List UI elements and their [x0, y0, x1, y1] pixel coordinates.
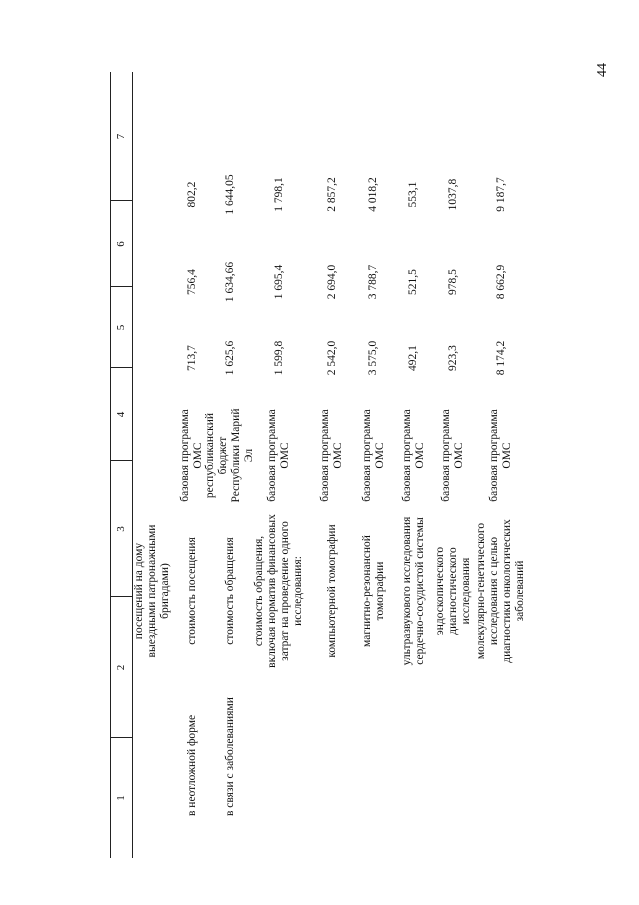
- table-cell-c2: в связи с заболеваниями: [223, 697, 236, 816]
- table-cell-c6: 756,4: [185, 269, 198, 295]
- table-cell-c7: 2 857,2: [325, 177, 338, 212]
- table-cell-c2: [310, 680, 354, 816]
- column-number-3: 3: [114, 526, 127, 532]
- table-cell-c4: базовая программа ОМС: [440, 409, 465, 502]
- table-cell-c2: в неотложной форме: [185, 714, 198, 816]
- table-cell-c3: посещений на дому выездными патронажными бригадами): [132, 524, 171, 658]
- table-cell-c2: [132, 680, 172, 816]
- table-cell-c6: 1 695,4: [272, 264, 285, 300]
- table-cell-c6: 2 694,0: [325, 264, 338, 300]
- table-cell-c7: 1 644,05: [223, 174, 236, 215]
- table-cell-c3: ультразвукового исследования сердечно-сосудистой системы: [400, 516, 426, 666]
- table-cell-c7: 9 187,7: [494, 177, 507, 212]
- table-cell-c7: 1037,8: [446, 178, 459, 211]
- table-cell-c2: [248, 680, 310, 816]
- table-cell-c5: 492,1: [407, 345, 419, 371]
- column-number-1: 1: [114, 795, 127, 801]
- table-cell-c3: стоимость посещения: [185, 537, 198, 645]
- table-cell-c5: 8 174,2: [494, 340, 507, 376]
- column-number-4: 4: [114, 411, 127, 418]
- table-cell-c3: магнитно-резонансной томографии: [360, 535, 386, 647]
- table-cell-c5: 923,3: [446, 345, 459, 371]
- table-cell-c2: [354, 680, 393, 816]
- table-cell-c3: стоимость обращения: [223, 537, 236, 645]
- table-cell-c3: компьютерной томографии: [325, 524, 338, 658]
- table-cell-c3: молекулярно-генетического исследования с целью диагностики онкологических заболеваний: [475, 519, 526, 663]
- table-cell-c4: республиканский бюджет Республики Марий Эл: [204, 408, 255, 503]
- table-cell-c4: базовая программа ОМС: [360, 409, 386, 502]
- column-number-6: 6: [114, 241, 127, 247]
- column-number-2: 2: [114, 664, 127, 671]
- table-cell-c5: 2 542,0: [325, 340, 338, 376]
- table-cell-c5: 1 599,8: [272, 340, 285, 376]
- table-cell-c7: 802,2: [185, 181, 198, 208]
- table-cell-c5: [132, 328, 172, 388]
- table-cell-c3: стоимость обращения, включая норматив финансовых затрат на проведение одного исследования:: [253, 514, 304, 668]
- table-cell-c4: базовая программа ОМС: [179, 409, 204, 502]
- table-cell-c6: 1 634,66: [223, 261, 236, 303]
- table-cell-c4: базовая программа ОМС: [400, 409, 426, 502]
- table-cell-c5: 1 625,6: [223, 340, 236, 376]
- table-grid: [110, 72, 530, 858]
- table-cell-c7: 553,1: [407, 181, 419, 208]
- rotated-table: [110, 72, 526, 858]
- table-cell-c2: [393, 680, 434, 816]
- table-cell-c2: [472, 680, 530, 816]
- table-cell-c4: базовая программа ОМС: [319, 409, 344, 502]
- page-number-text: 44: [595, 63, 610, 77]
- table-cell-c6: 3 788,7: [367, 264, 379, 300]
- table-cell-c2: [434, 680, 472, 816]
- table-cell-c6: 8 662,9: [494, 264, 507, 300]
- table-cell-c4: базовая программа ОМС: [266, 409, 291, 502]
- table-cell-c3: эндоскопического диагностического исследования: [433, 546, 472, 636]
- table-cell-c6: 978,5: [446, 269, 459, 295]
- table-cell-c6: [132, 246, 172, 318]
- table-cell-c7: 1 798,1: [272, 177, 285, 212]
- column-number-5: 5: [114, 324, 127, 331]
- column-number-7: 7: [114, 133, 127, 140]
- table-cell-c6: 521,5: [407, 269, 419, 295]
- table-cell-c7: [132, 156, 172, 233]
- table-cell-c4: базовая программа ОМС: [488, 409, 513, 502]
- table-cell-c7: 4 018,2: [367, 177, 379, 212]
- table-cell-c4: [132, 408, 172, 503]
- table-cell-c5: 3 575,0: [367, 340, 379, 376]
- table-cell-c5: 713,7: [185, 345, 198, 371]
